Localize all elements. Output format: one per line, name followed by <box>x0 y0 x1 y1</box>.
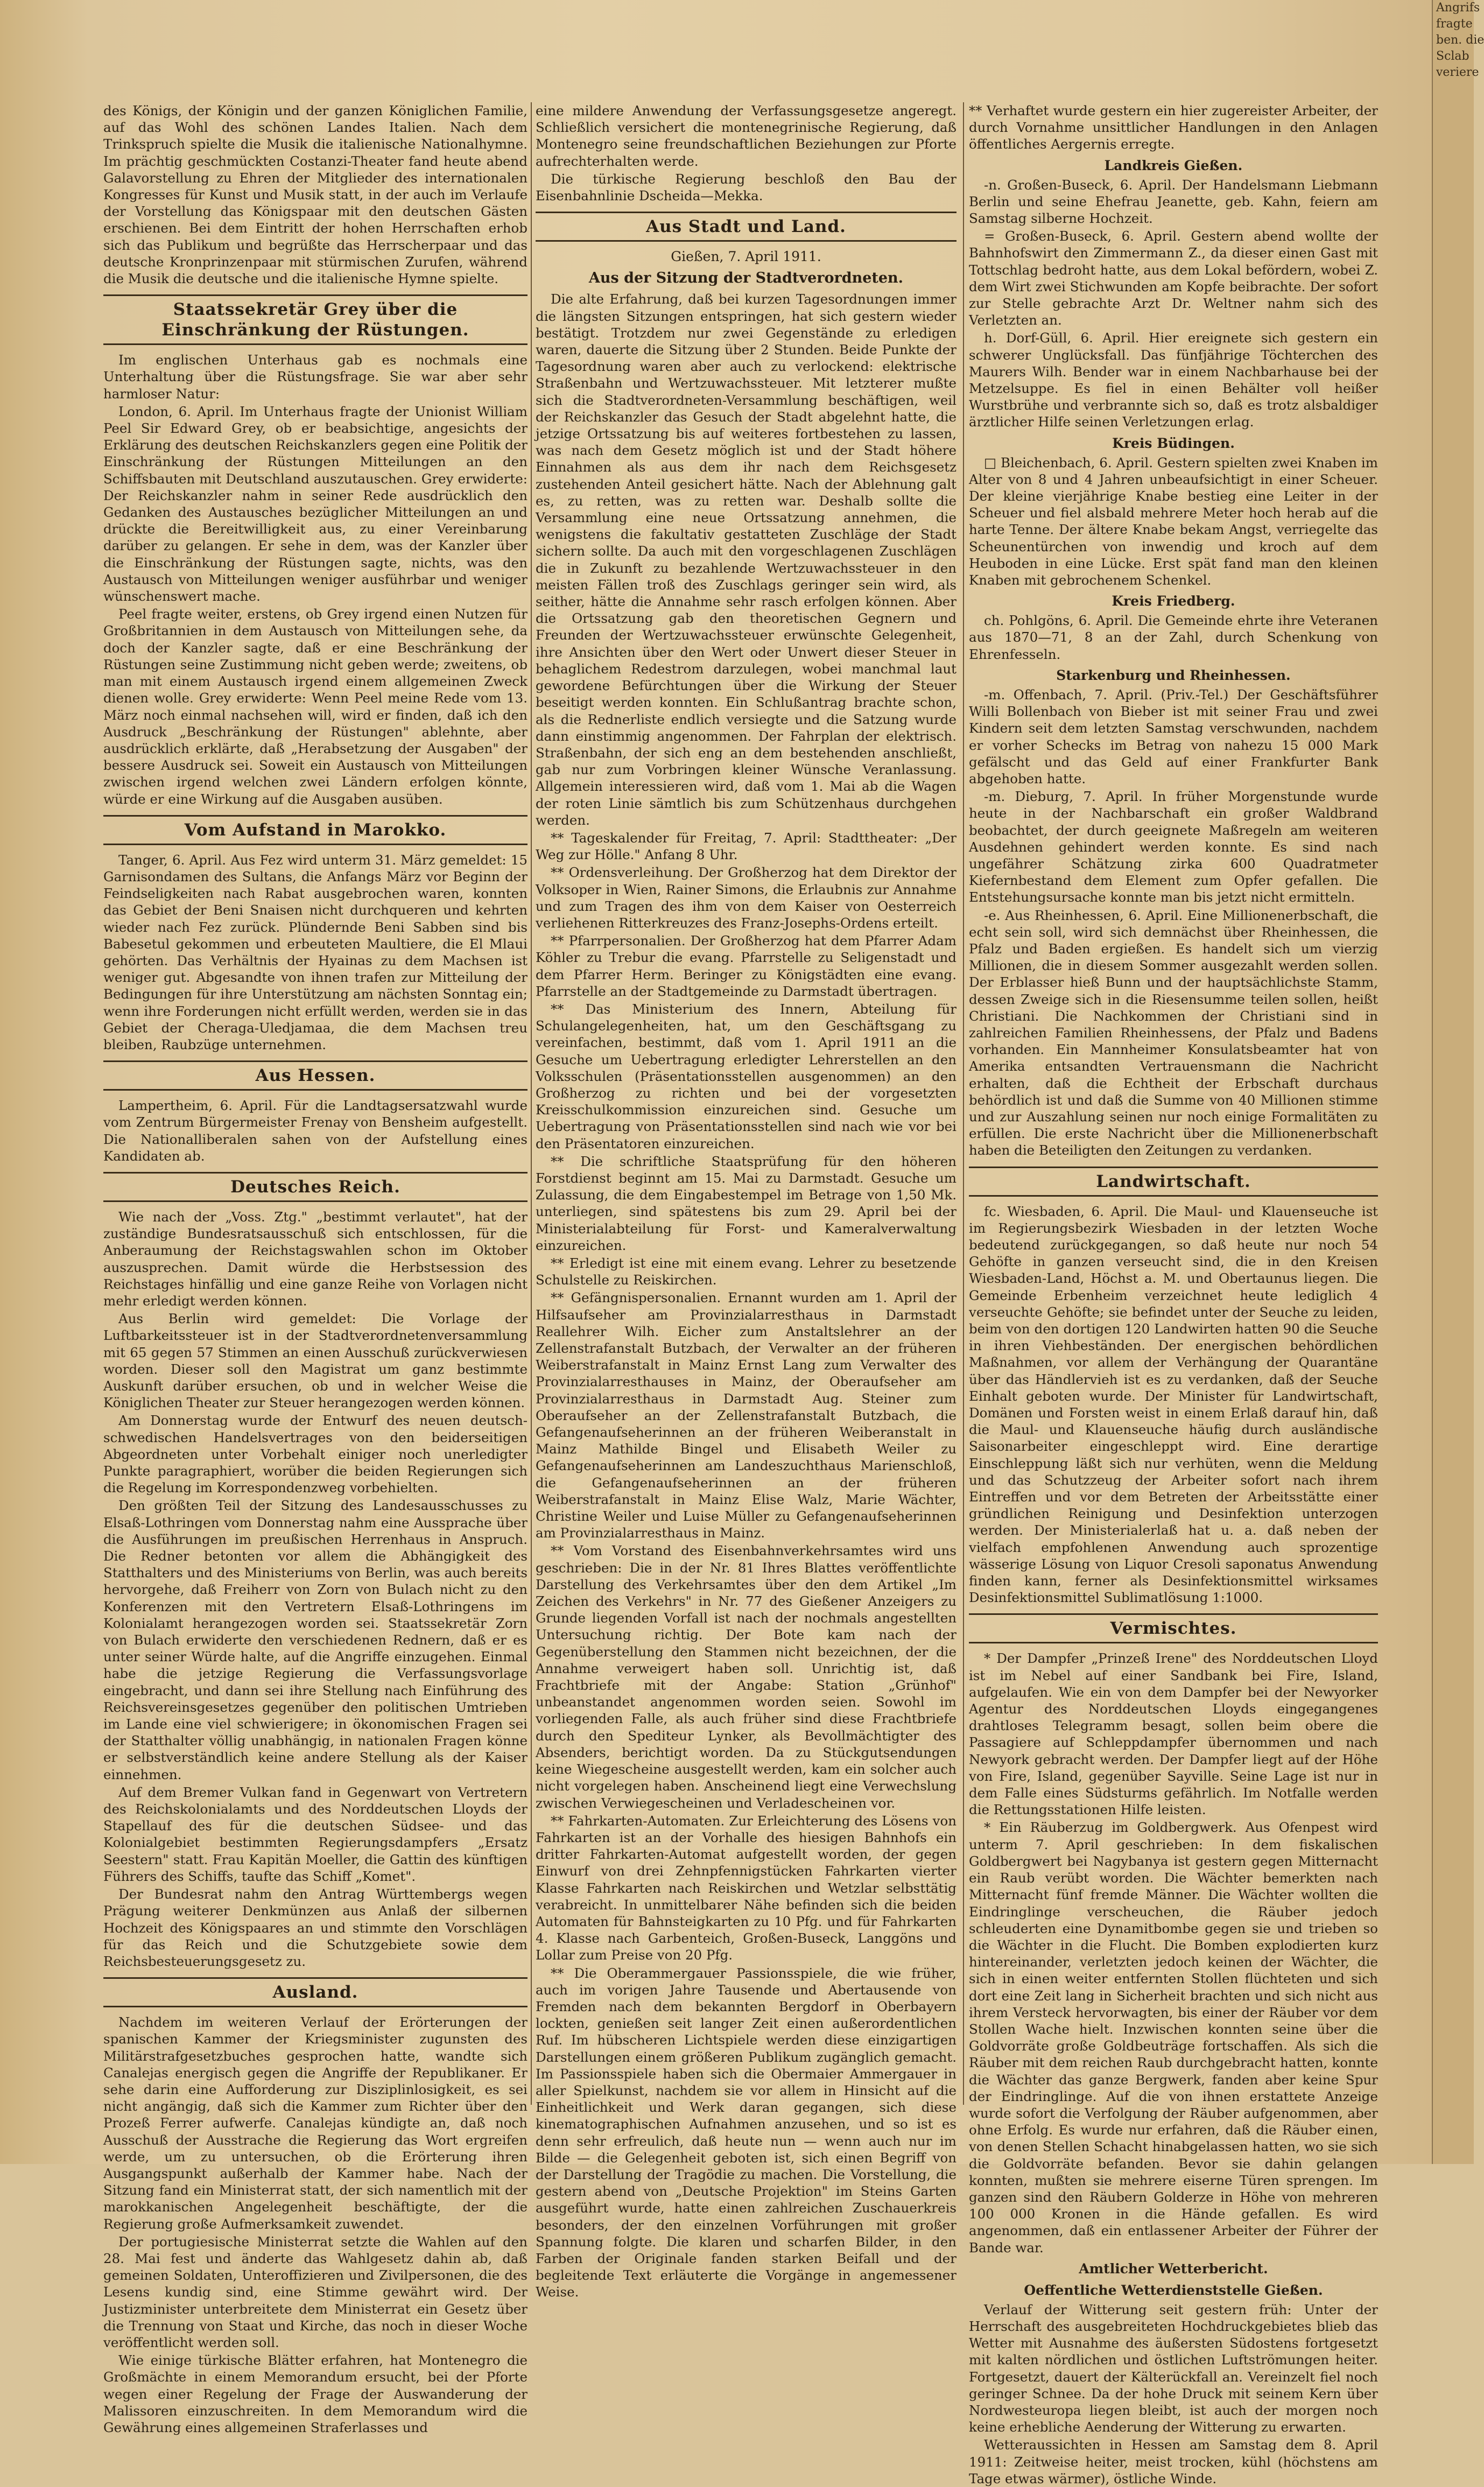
article-text: Aus Berlin wird gemeldet: Die Vorlage der Luftbarkeitssteuer ist in der Stadtverordnetenversammlung mit 65 gegen 57 Stimmen an einen Ausschuß zurückverwiesen worden. Dieser soll den Magistrat um ganz bestimmte Auskunft darüber ersuchen, ob und in welcher Weise die Königlichen Theater zur Steuer herangezogen werden können. <box>103 1311 528 1411</box>
article-text: Nachdem im weiteren Verlauf der Erörterungen der spanischen Kammer der Kriegsminister zugunsten des Militärstrafgesetzbuches gesprochen hatte, wandte sich Canalejas energisch gegen die Angriffe der Republikaner. Er sehe darin eine Aufforderung zur Disziplinlosigkeit, es sei nicht angängig, daß sich die Kammer zum Richter über den Prozeß Ferrer aufwerfe. Canalejas kündigte an, daß noch Ausschuß der Ausstrache die Regierung das Wort ergreifen werde, um zu untersuchen, ob die Erörterung ihren Ausgangspunkt außerhalb der Kammer habe. Nach der Sitzung fand ein Ministerrat statt, der sich namentlich mit der marokkanischen Angelegenheit beschäftigte, der die Regierung große Aufmerksamkeit zuwendet. <box>103 2014 528 2232</box>
article-text: Den größten Teil der Sitzung des Landesausschusses zu Elsaß-Lothringen vom Donnerstag nahm eine Aussprache über die Ausführungen im preußischen Herrenhaus in Anspruch. Die Redner betonten vor allem die Abhängigkeit des Statthalters und des Ministeriums von Berlin, was auch bereits hervorgehe, daß Freiherr von Zorn von Bulach nicht zu den Konferenzen mit den Vertretern Elsaß-Lothringens im Kolonialamt herangezogen worden sei. Staatssekretär Zorn von Bulach erwiderte den verschiedenen Rednern, daß er es unter seiner Würde halte, auf die Angriffe einzugehen. Einmal habe die jetzige Regierung die Verfassungsvorlage eingebracht, und dann sei ihre Stellung nach Einführung des Reichsvereinsgesetzes gegenüber den politischen Umtrieben im Lande eine viel schwierigere; in ökonomischen Fragen sei der Statthalter völlig unabhängig, in nationalen Fragen könne er selbstverständlich keine andere Stellung als der Kaiser einnehmen. <box>103 1498 528 1782</box>
article-text: -m. Dieburg, 7. April. In früher Morgenstunde wurde heute in der Nachbarschaft ein großer Waldbrand beobachtet, der durch geeignete Maßregeln am weiteren Ausdehnen gehindert werden konnte. Es sind nach ungefährer Schätzung zirka 600 Quadratmeter Kiefernbestand dem Element zum Opfer gefallen. Die Entstehungsursache konnte man bis jetzt nicht ermitteln. <box>969 789 1378 905</box>
edge-line: ben. die <box>1436 33 1484 47</box>
article-text: = Großen-Buseck, 6. April. Gestern abend wollte der Bahnhofswirt den Zimmermann Z., da dieser einen Gast mit Tottschlag bedroht hatte, aus dem Lokal befördern, wobei Z. dem Wirt zwei Stichwunden am Kopfe beibrachte. Der sofort zur Stelle gebrachte Arzt Dr. Weltner nahm sich des Verletzten an. <box>969 228 1378 328</box>
column-2 <box>536 102 956 2300</box>
article-text: * Der Dampfer „Prinzeß Irene" des Norddeutschen Lloyd ist im Nebel auf einer Sandbank bei Fire, Island, aufgelaufen. Wie ein von dem Dampfer bei der Newyorker Agentur des Norddeutschen Lloyds eingegangenes drahtloses Telegramm besagt, sollen beim obere die Passagiere auf Schleppdampfer übernommen und nach Newyork gebracht werden. Der Dampfer liegt auf der Höhe von Fire, Island, gegenüber Sayville. Seine Lage ist nur in dem Falle eines Südsturms gefährlich. Im Notfalle werden die Rettungsstationen Hilfe leisten. <box>969 1650 1378 1818</box>
adjacent-page-edge <box>1432 0 1484 2164</box>
article-text: Am Donnerstag wurde der Entwurf des neuen deutsch-schwedischen Handelsvertrages von den beiderseitigen Abgeordneten unter Vorbehalt einiger noch unerledigter Punkte paragraphiert, worüber die beiden Regierungen sich die Regelung im Korrespondenzweg vorbehielten. <box>103 1413 528 1496</box>
subheadline-wetterbericht: Amtlicher Wetterbericht. <box>1079 2260 1268 2277</box>
article-text: □ Bleichenbach, 6. April. Gestern spielten zwei Knaben im Alter von 8 und 4 Jahren unbeaufsichtigt in einer Scheuer. Der kleine vierjährige Knabe bestieg eine Leiter in der Scheuer und fiel alsbald mehrere Meter hoch herab auf die harte Tenne. Der ältere Knabe bekam Angst, verriegelte das Scheunentürchen von inwendig und kroch auf dem Heuboden in eine Lücke. Erst spät fand man den kleinen Knaben mit gebrochenem Schenkel. <box>969 454 1378 588</box>
article-text: Verlauf der Witterung seit gestern früh: Unter der Herrschaft des ausgebreiteten Hochdruckgebietes blieb das Wetter mit Ausnahme des äußersten Südostens fortgesetzt mit kalten nördlichen und östlichen Luftströmungen heiter. Fortgesetzt, dauert der Kälterückfall an. Vereinzelt fiel noch geringer Schnee. Da der hohe Druck mit seinem Kern über Nordwesteuropa liegen bleibt, ist auch der morgen noch keine erhebliche Aenderung der Witterung zu erwarten. <box>969 2301 1378 2435</box>
article-text: des Königs, der Königin und der ganzen Königlichen Familie, auf das Wohl des schönen Landes Italien. Nach dem Trinkspruch spielte die Musik die italienische Nationalhymne. Im prächtig geschmückten Costanzi-Theater fand heute abend Galavorstellung zu Ehren der Mitglieder des internationalen Kongresses für Kunst und Musik statt, in der auch im Verlaufe der Vorstellung das Königspaar mit den deutschen Gästen erschienen. Bei dem Eintritt der hohen Herrschaften erhob sich das Publikum und begrüßte das Herrscherpaar und das deutsche Kronprinzenpaar mit stürmischen Zurufen, während die Musik die deutsche und die italienische Hymne spielte. <box>103 103 528 287</box>
article-text: Der portugiesische Ministerrat setzte die Wahlen auf den 28. Mai fest und änderte das Wahlgesetz dahin ab, daß gemeinen Soldaten, Unteroffizieren und Zivilpersonen, die des Lesens kundig sind, eine Stimme gewährt wird. Der Justizminister unterbreitete dem Ministerrat ein Gesetz über die Trennung von Staat und Kirche, das noch in dieser Woche veröffentlicht werden soll. <box>103 2233 528 2350</box>
subheadline-kreis-friedberg: Kreis Friedberg. <box>1112 593 1235 609</box>
column-rule <box>531 102 532 2105</box>
column-3 <box>969 102 1378 2486</box>
subheadline-landkreis-giessen: Landkreis Gießen. <box>1104 157 1243 173</box>
article-text: * Ein Räuberzug im Goldbergwerk. Aus Ofenpest wird unterm 7. April geschrieben: In dem fiskalischen Goldbergwert bei Nagybanya ist gestern gegen Mitternacht ein Raub verübt worden. Die Wächter bemerkten nach Mitternacht fünf fremde Männer. Die Wächter wollten die Eindringlinge verscheuchen, die Räuber jedoch schleuderten eine Dynamitbombe gegen sie und trieben so die Wächter in die Flucht. Die Bomben explodierten kurz hintereinander, verletzten jedoch keinen der Wächter, die sich in einen weiter entfernten Stollen flüchteten und sich dort eine Zeit lang in Sicherheit brachten und sich nicht aus ihrem Versteck hervorwagten, bis einer der Räuber vor dem Stollen Wache hielt. Inzwischen konnten seine über die Goldvorräte große Goldbeuträge fortschaffen. Als sich die Räuber mit dem reichen Raub durchgebracht hatten, konnte die Wächter das ganze Bergwerk, fanden aber keine Spur der Eindringlinge. Auf die von ihnen erstattete Anzeige wurde sofort die Verfolgung der Räuber aufgenommen, aber ohne Erfolg. Es wurde nur erfahren, daß die Räuber einen, von denen Stellen Schacht hinabgelassen hatten, wo sie sich die Goldvorräte befanden. Bevor sie dahin gelangen konnten, mußten sie mehrere eiserne Türen sprengen. Im ganzen sind den Räubern Golderze in Höhe von mehreren 100 000 Kronen in die Hände gefallen. Es wird angenommen, daß ein entlassener Arbeiter der Führer der Bande war. <box>969 1819 1378 2256</box>
article-text: ** Die Oberammergauer Passionsspiele, die wie früher, auch im vorigen Jahre Tausende und Abertausende von Fremden nach dem bekannten Bergdorf in Oberbayern lockten, genießen seit langer Zeit einen außerordentlichen Ruf. Im hübscheren Lichtspiele werden diese einzigartigen Darstellungen einem größeren Publikum zugänglich gemacht. Im Passionsspiele haben sich die Obermaier Ammergauer in aller Spielkunst, nachdem sie vor allem in Hinsicht auf die Einheitlichkeit und Werk daran gegangen, sich diese kinematographischen Aufnahmen anzusehen, und so ist es denn sehr erfreulich, daß heute nun — wenn auch nur im Bilde — die Gelegenheit geboten ist, sich einen Begriff von der Darstellung der Tragödie zu machen. Die Vorstellung, die gestern abend von „Deutsche Projektion" im Steins Garten ausgeführt wurde, hatte einen zahlreichen Zuschauerkreis besonders, der den einzelnen Vorführungen mit großer Spannung folgte. Die klaren und scharfen Bilder, in den Farben der Originale fanden starken Beifall und der begleitende Text erläuterte die Vorgänge in angemessener Weise. <box>536 1965 956 2300</box>
subheadline-sitzung: Aus der Sitzung der Stadtverordneten. <box>588 270 904 287</box>
article-text: Auf dem Bremer Vulkan fand in Gegenwart von Vertretern des Reichskolonialamts und des Norddeutschen Lloyds der Stapellauf des für die deutschen Südsee- und das Kolonialgebiet bestimmten Regierungsdampfers „Ersatz Seestern" statt. Frau Kapitän Moeller, die Gattin des künftigen Führers des Schiffs, taufte das Schiff „Komet". <box>103 1784 528 1884</box>
article-text: Tanger, 6. April. Aus Fez wird unterm 31. März gemeldet: 15 Garnisondamen des Sultans, die Anfangs März vor Beginn der Feindseligkeiten nach Rabat ausgebrochen waren, konnten das Gebiet der Beni Snaisen nicht durchqueren und kehrten wieder nach Fez zurück. Plündernde Beni Sabben sind bis Babesetul gekommen und erbeuteten Maultiere, die El Mlaui gehörten. Das Verhältnis der Hyainas zu dem Machsen ist weniger gut. Abgesandte von ihnen trafen zur Mitteilung der Bedingungen für ihre Unterstützung am nächsten Sonntag ein; wenn ihre Forderungen nicht erfüllt werden, werden sie in das Gebiet der Cheraga-Uledjamaa, die dem Machsen treu bleiben, Raubzüge unternehmen. <box>103 852 528 1052</box>
column-1 <box>103 102 528 2435</box>
edge-line: veriere <box>1436 66 1479 79</box>
article-text: eine mildere Anwendung der Verfassungsgesetze angeregt. Schließlich versichert die montenegrinische Regierung, daß Montenegro seine freundschaftlichen Beziehungen zur Pforte aufrechterhalten werde. <box>536 103 956 169</box>
article-text: ** Vom Vorstand des Eisenbahnverkehrsamtes wird uns geschrieben: Die in der Nr. 81 Ihres Blattes veröffentlichte Darstellung des Verkehrsamtes über den dem Artikel „Im Zeichen des Verkehrs" in Nr. 77 des Gießener Anzeigers zu Grunde liegenden Vorfall ist nach der nochmals angestellten Untersuchung richtig. Der Bote kam nach der Gegenüberstellung den Stammen nicht bezeichnen, der die Annahme verweigert haben soll. Unrichtig ist, daß Frachtbriefe mit der Angabe: Station „Grünhof" unbeanstandet angenommen worden seien. Sowohl im vorliegenden Falle, als auch früher sind diese Frachtbriefe durch den Spediteur Lynker, als Bevollmächtigter des Absenders, berichtigt worden. Da zu Stückgutsendungen keine Wiegescheine ausgestellt werden, kam ein solcher auch nicht vorgelegen haben. Anscheinend liegt eine Verwechslung zwischen Verwiegescheinen und Verladescheinen vor. <box>536 1543 956 1811</box>
article-text: ** Tageskalender für Freitag, 7. April: Stadttheater: „Der Weg zur Hölle." Anfang 8 Uhr. <box>536 830 956 863</box>
article-text: Peel fragte weiter, erstens, ob Grey irgend einen Nutzen für Großbritannien in dem Austausch von Mitteilungen sehe, da doch der Kanzler sagte, daß er eine Beschränkung der Rüstungen seine Zustimmung nicht geben werde; zweitens, ob man mit einem Austausch irgend einem allgemeinen Zweck dienen wolle. Grey erwiderte: Wenn Peel meine Rede vom 13. März noch einmal nachsehen will, wird er finden, daß ich den Ausdruck „Beschränkung der Rüstungen" ablehnte, aber ausdrücklich erklärte, daß „Herabsetzung der Ausgaben" der bessere Ausdruck sei. Soweit ein Austausch von Mitteilungen zwischen irgend welchen zwei Ländern erfolgen könnte, würde er eine Wirkung auf die Ausgaben ausüben. <box>103 606 528 807</box>
article-text: Die türkische Regierung beschloß den Bau der Eisenbahnlinie Dscheida—Mekka. <box>536 171 956 204</box>
article-text: ** Ordensverleihung. Der Großherzog hat dem Direktor der Volksoper in Wien, Rainer Simons, die Erlaubnis zur Annahme und zum Tragen des ihm von dem Kaiser von Oesterreich verliehenen Ritterkreuzes des Franz-Josephs-Ordens erteilt. <box>536 865 956 931</box>
article-text: ** Gefängnispersonalien. Ernannt wurden am 1. April der Hilfsaufseher am Provinzialarresthaus in Darmstadt Reallehrer Wilh. Eicher zum Anstaltslehrer an der Zellenstrafanstalt Butzbach, der Verwalter an der früheren Weiberstrafanstalt in Mainz Ernst Lang zum Verwalter des Provinzialarresthauses in Mainz, der Oberaufseher am Provinzialarresthaus in Darmstadt Aug. Steiner zum Oberaufseher an der Zellenstrafanstalt Butzbach, die Gefangenaufseherinnen an der früheren Weiberanstalt in Mainz Mathilde Bingel und Elisabeth Weiler zu Gefangenaufseherinnen am Landeszuchthaus Marienschloß, die Gefangenaufseherinnen an der früheren Weiberstrafanstalt in Mainz Elise Walz, Marie Wächter, Christine Weiler und Luise Müller zu Gefangenaufseherinnen am Provinzialarresthaus in Mainz. <box>536 1290 956 1541</box>
article-text: ** Erledigt ist eine mit einem evang. Lehrer zu besetzende Schulstelle zu Reiskirchen. <box>536 1255 956 1288</box>
column-rule <box>963 102 964 2105</box>
edge-line: fragte <box>1436 17 1473 31</box>
headline-hessen: Aus Hessen. <box>103 1060 528 1091</box>
headline-grey: Staatssekretär Grey über die Einschränkung der Rüstungen. <box>103 294 528 345</box>
headline-deutsches-reich: Deutsches Reich. <box>103 1172 528 1202</box>
article-text: ** Verhaftet wurde gestern ein hier zugereister Arbeiter, der durch Vornahme unsittlicher Handlungen in den Anlagen öffentliches Aergernis erregte. <box>969 103 1378 152</box>
article-text: Die alte Erfahrung, daß bei kurzen Tagesordnungen immer die längsten Sitzungen entspringen, hat sich gestern wieder bestätigt. Trotzdem nur zwei Gegenstände zu erledigen waren, dauerte die Sitzung über 2 Stunden. Beide Punkte der Tagesordnung waren aber auch zu verlockend: elektrische Straßenbahn und Wertzuwachssteuer. Mit letzterer mußte sich die Stadtverordneten-Versammlung beschäftigen, weil der Reichskanzler das Gesuch der Stadt abgelehnt hatte, die jetzige Ortssatzung bis auf weiteres fortbestehen zu lassen, was nach dem Gesetz möglich ist und der Stadt höhere Einnahmen als aus dem ihr nach dem Reichsgesetz zustehenden Anteil gesichert hätte. Nach der Ablehnung galt es, zu retten, was zu retten war. Deshalb sollte die Versammlung eine neue Ortssatzung annehmen, die wenigstens die fakultativ gestatteten Zuschläge der Stadt sichern sollte. Da auch mit den vorgeschlagenen Zuschlägen die in Zukunft zu bezahlende Wertzuwachssteuer in den meisten Fällen troß des Zuschlags geringer sein wird, als seither, hätte die Annahme sehr rasch erfolgen können. Aber die Ortssatzung gab den theoretischen Gegnern und Freunden der Wertzuwachssteuer erwünschte Gelegenheit, ihre Ansichten über den Wert oder Unwert dieser Steuer in behaglichem Redestrom darzulegen, wobei manchmal laut gewordene Befürchtungen über die Wirkung der Steuer beseitigt werden konnten. Ein Schlußantrag brachte schon, als die Rednerliste endlich versiegte und die Satzung wurde dann einstimmig angenommen. Der Fahrplan der elektrisch. Straßenbahn, der sich eng an dem bestehenden anschließt, gab nur zum Vorbringen kleiner Wünsche Veranlassung. Allgemein interessieren wird, daß vom 1. Mai ab die Wagen der roten Linie sämtlich bis zum Schützenhaus durchgehen werden. <box>536 291 956 828</box>
article-text: Wetteraussichten in Hessen am Samstag dem 8. April 1911: Zeitweise heiter, meist trocken, kühl (höchstens am Tage etwas wärmer), östliche Winde. <box>969 2437 1378 2486</box>
subheadline-starkenburg: Starkenburg und Rheinhessen. <box>1056 667 1291 683</box>
headline-ausland: Ausland. <box>103 1977 528 2007</box>
article-text: Wie einige türkische Blätter erfahren, hat Montenegro die Großmächte in einem Memorandum ersucht, bei der Pforte wegen einer Regelung der Frage der Auswanderung der Malissoren einzuschreiten. In dem Memorandum wird die Gewährung eines allgemeinen Straferlasses und <box>103 2352 528 2435</box>
article-text: -e. Aus Rheinhessen, 6. April. Eine Millionenerbschaft, die echt sein soll, wird sich demnächst über Rheinhessen, die Pfalz und Baden ergießen. Es handelt sich um vierzig Millionen, die in diesem Sommer ausgezahlt werden sollen. Der Erblasser hieß Bunn und der hauptsächlichste Stamm, dessen Zweige sich in die Riesensumme teilen sollen, heißt Christiani. Die Nachkommen der Christiani sind in zahlreichen Familien Rheinhessens, der Pfalz und Badens vorhanden. Ein Mannheimer Konsulatsbeamter hat von Amerika entsandten Vertrauensmann die Nachricht erhalten, daß die Echtheit der Erbschaft durchaus behördlich ist und daß die Summe von 40 Millionen stimme und zur Auszahlung seinen nur noch einige Formalitäten zu erfüllen. Die erste Nachricht über die Millionenerbschaft haben die Beteiligten den Zeitungen zu verdanken. <box>969 907 1378 1158</box>
headline-vermischtes: Vermischtes. <box>969 1613 1378 1643</box>
article-text: ** Pfarrpersonalien. Der Großherzog hat dem Pfarrer Adam Köhler zu Trebur die evang. Pfarrstelle zu Seligenstadt und dem Pfarrer Herm. Beringer zu Königstädten eine evang. Pfarrstelle an der Stadtgemeinde zu Darmstadt übertragen. <box>536 933 956 999</box>
article-text: -n. Großen-Buseck, 6. April. Der Handelsmann Liebmann Berlin und seine Ehefrau Jeanette, geb. Kahn, feiern am Samstag silberne Hochzeit. <box>969 177 1378 227</box>
article-text: Der Bundesrat nahm den Antrag Württembergs wegen Prägung weiterer Denkmünzen aus Anlaß der silbernen Hochzeit des Königspaares an und stimmte den Vorschlägen für das Reich und die Schutzgebiete sowie dem Reichsbesteuerungsgesetz zu. <box>103 1886 528 1969</box>
subheadline-kreis-buedingen: Kreis Büdingen. <box>1112 435 1235 451</box>
headline-stadt-und-land: Aus Stadt und Land. <box>536 212 956 242</box>
article-text: ** Das Ministerium des Innern, Abteilung für Schulangelegenheiten, hat, um den Geschäftsgang zu vereinfachen, bestimmt, daß vom 1. April 1911 an die Gesuche um Uebertragung erledigter Lehrerstellen an den Volksschulen (Präsentationsstellen ausgenommen) an den Großherzog zu richten und bei der vorgesetzten Kreisschulkommission einzureichen sind. Gesuche um Uebertragung von Präsentationsstellen sind nach wie vor bei den Präsentatoren einzureichen. <box>536 1001 956 1151</box>
headline-landwirtschaft: Landwirtschaft. <box>969 1167 1378 1197</box>
subheadline-wetterdienststelle: Oeffentliche Wetterdienststelle Gießen. <box>1024 2282 1323 2298</box>
article-text: Lampertheim, 6. April. Für die Landtagsersatzwahl wurde vom Zentrum Bürgermeister Frenay von Bensheim aufgestellt. Die Nationalliberalen sahen von der Aufstellung eines Kandidaten ab. <box>103 1098 528 1164</box>
article-text: ch. Pohlgöns, 6. April. Die Gemeinde ehrte ihre Veteranen aus 1870—71, 8 an der Zahl, durch Schenkung von Ehrenfesseln. <box>969 613 1378 662</box>
article-text: fc. Wiesbaden, 6. April. Die Maul- und Klauenseuche ist im Regierungsbezirk Wiesbaden in der letzten Woche bedeutend zurückgegangen, so daß heute nur noch 54 Gehöfte in ganzen verseucht sind, die in den Kreisen Wiesbaden-Land, Höchst a. M. und Obertaunus liegen. Die Gemeinde Erbenheim verzeichnet heute lediglich 4 verseuchte Gehöfte; sie befindet unter der Seuche zu leiden, beim von den dortigen 120 Landwirten hatten 90 die Seuche in ihren Viehbeständen. Der energischen behördlichen Maßnahmen, vor allem der Verhängung der Quarantäne über das Händlervieh ist es zu verdanken, daß der Seuche Einhalt geboten wurde. Der Minister für Landwirtschaft, Domänen und Forsten weist in einem Erlaß darauf hin, daß die Maul- und Klauenseuche häufig durch ausländische Saisonarbeiter eingeschleppt wird. Eine derartige Einschleppung läßt sich nur verhüten, wenn die Meldung und das Schutzzeug der Arbeiter sofort nach ihrem Eintreffen und vor dem Betreten der Arbeitsstätte einer gründlichen Reinigung und Desinfektion unterzogen werden. Der Ministerialerlaß hat u. a. daß neben der vielfach empfohlenen Anwendung auch sprozentige wässerige Lösung von Liquor Cresoli saponatus Anwendung finden kann, ferner als Desinfektionsmittel wirksames Desinfektionsmittel Sublimatlösung 1:1000. <box>969 1203 1378 1606</box>
article-text: London, 6. April. Im Unterhaus fragte der Unionist William Peel Sir Edward Grey, ob er beabsichtige, angesichts der Erklärung des deutschen Reichskanzlers gegen eine Politik der Einschränkung der Rüstungen Mitteilungen an den Schiffsbauten mit Deutschland auszutauschen. Grey erwiderte: Der Reichskanzler nahm in seiner Rede ausdrücklich den Gedanken des Austausches bezüglicher Mitteilungen an und drückte die Bereitwilligkeit aus, zu einer Vereinbarung darüber zu gelangen. Er sehe in dem, was der Kanzler über die Einschränkung der Rüstungen sagte, nichts, was den Austausch von Mitteilungen weniger ausführbar und weniger wünschenswert mache. <box>103 403 528 605</box>
headline-marokko: Vom Aufstand in Marokko. <box>103 815 528 845</box>
article-text: ** Die schriftliche Staatsprüfung für den höheren Forstdienst beginnt am 15. Mai zu Darmstadt. Gesuche um Zulassung, die dem Eingabestempel im Betrage von 1,50 Mk. unterliegen, sind spätestens bis zum 29. April bei der Ministerialabteilung für Forst- und Kameralverwaltung einzureichen. <box>536 1153 956 1253</box>
edge-line: Sclab <box>1436 50 1469 63</box>
article-text: h. Dorf-Güll, 6. April. Hier ereignete sich gestern ein schwerer Unglücksfall. Das fünfjährige Töchterchen des Maurers Wilh. Bender war in einem Nachbarhause bei der Metzelsuppe. Es fiel in einen Behälter voll heißer Wurstbrühe und verbrannte sich so, daß es trotz alsbaldiger ärztlicher Hilfe seinen Verletzungen erlag. <box>969 330 1378 430</box>
dateline: Gießen, 7. April 1911. <box>671 249 821 265</box>
article-text: Wie nach der „Voss. Ztg." „bestimmt verlautet", hat der zuständige Bundesratsausschuß sich entschlossen, für die Anberaumung der Reichstagswahlen schon im Oktober auszusprechen. Damit würde die Herbstsession des Reichstages hinfällig und eine ganze Reihe von Vorlagen nicht mehr erledigt werden können. <box>103 1209 528 1309</box>
article-text: Im englischen Unterhaus gab es nochmals eine Unterhaltung über die Rüstungsfrage. Sie war aber sehr harmloser Natur: <box>103 352 528 402</box>
edge-line: Angrifs <box>1436 1 1480 15</box>
article-text: -m. Offenbach, 7. April. (Priv.-Tel.) Der Geschäftsführer Willi Bollenbach von Bieber ist mit seiner Frau und zwei Kindern seit dem letzten Samstag verschwunden, nachdem er vorher Schecks im Betrag von nahezu 15 000 Mark gefälscht und das Geld auf einer Frankfurter Bank abgehoben hatte. <box>969 686 1378 786</box>
article-text: ** Fahrkarten-Automaten. Zur Erleichterung des Lösens von Fahrkarten ist an der Vorhalle des hiesigen Bahnhofs ein dritter Fahrkarten-Automat aufgestellt worden, der gegen Einwurf von drei Zehnpfennigstücken Fahrkarten vierter Klasse Fahrkarten nach Reiskirchen und Wetzlar selbsttätig verabreicht. In unmittelbarer Nähe befinden sich die beiden Automaten für Bahnsteigkarten zu 10 Pfg. und für Fahrkarten 4. Klasse nach Garbenteich, Großen-Buseck, Langgöns und Lollar zum Preise von 20 Pfg. <box>536 1812 956 1963</box>
